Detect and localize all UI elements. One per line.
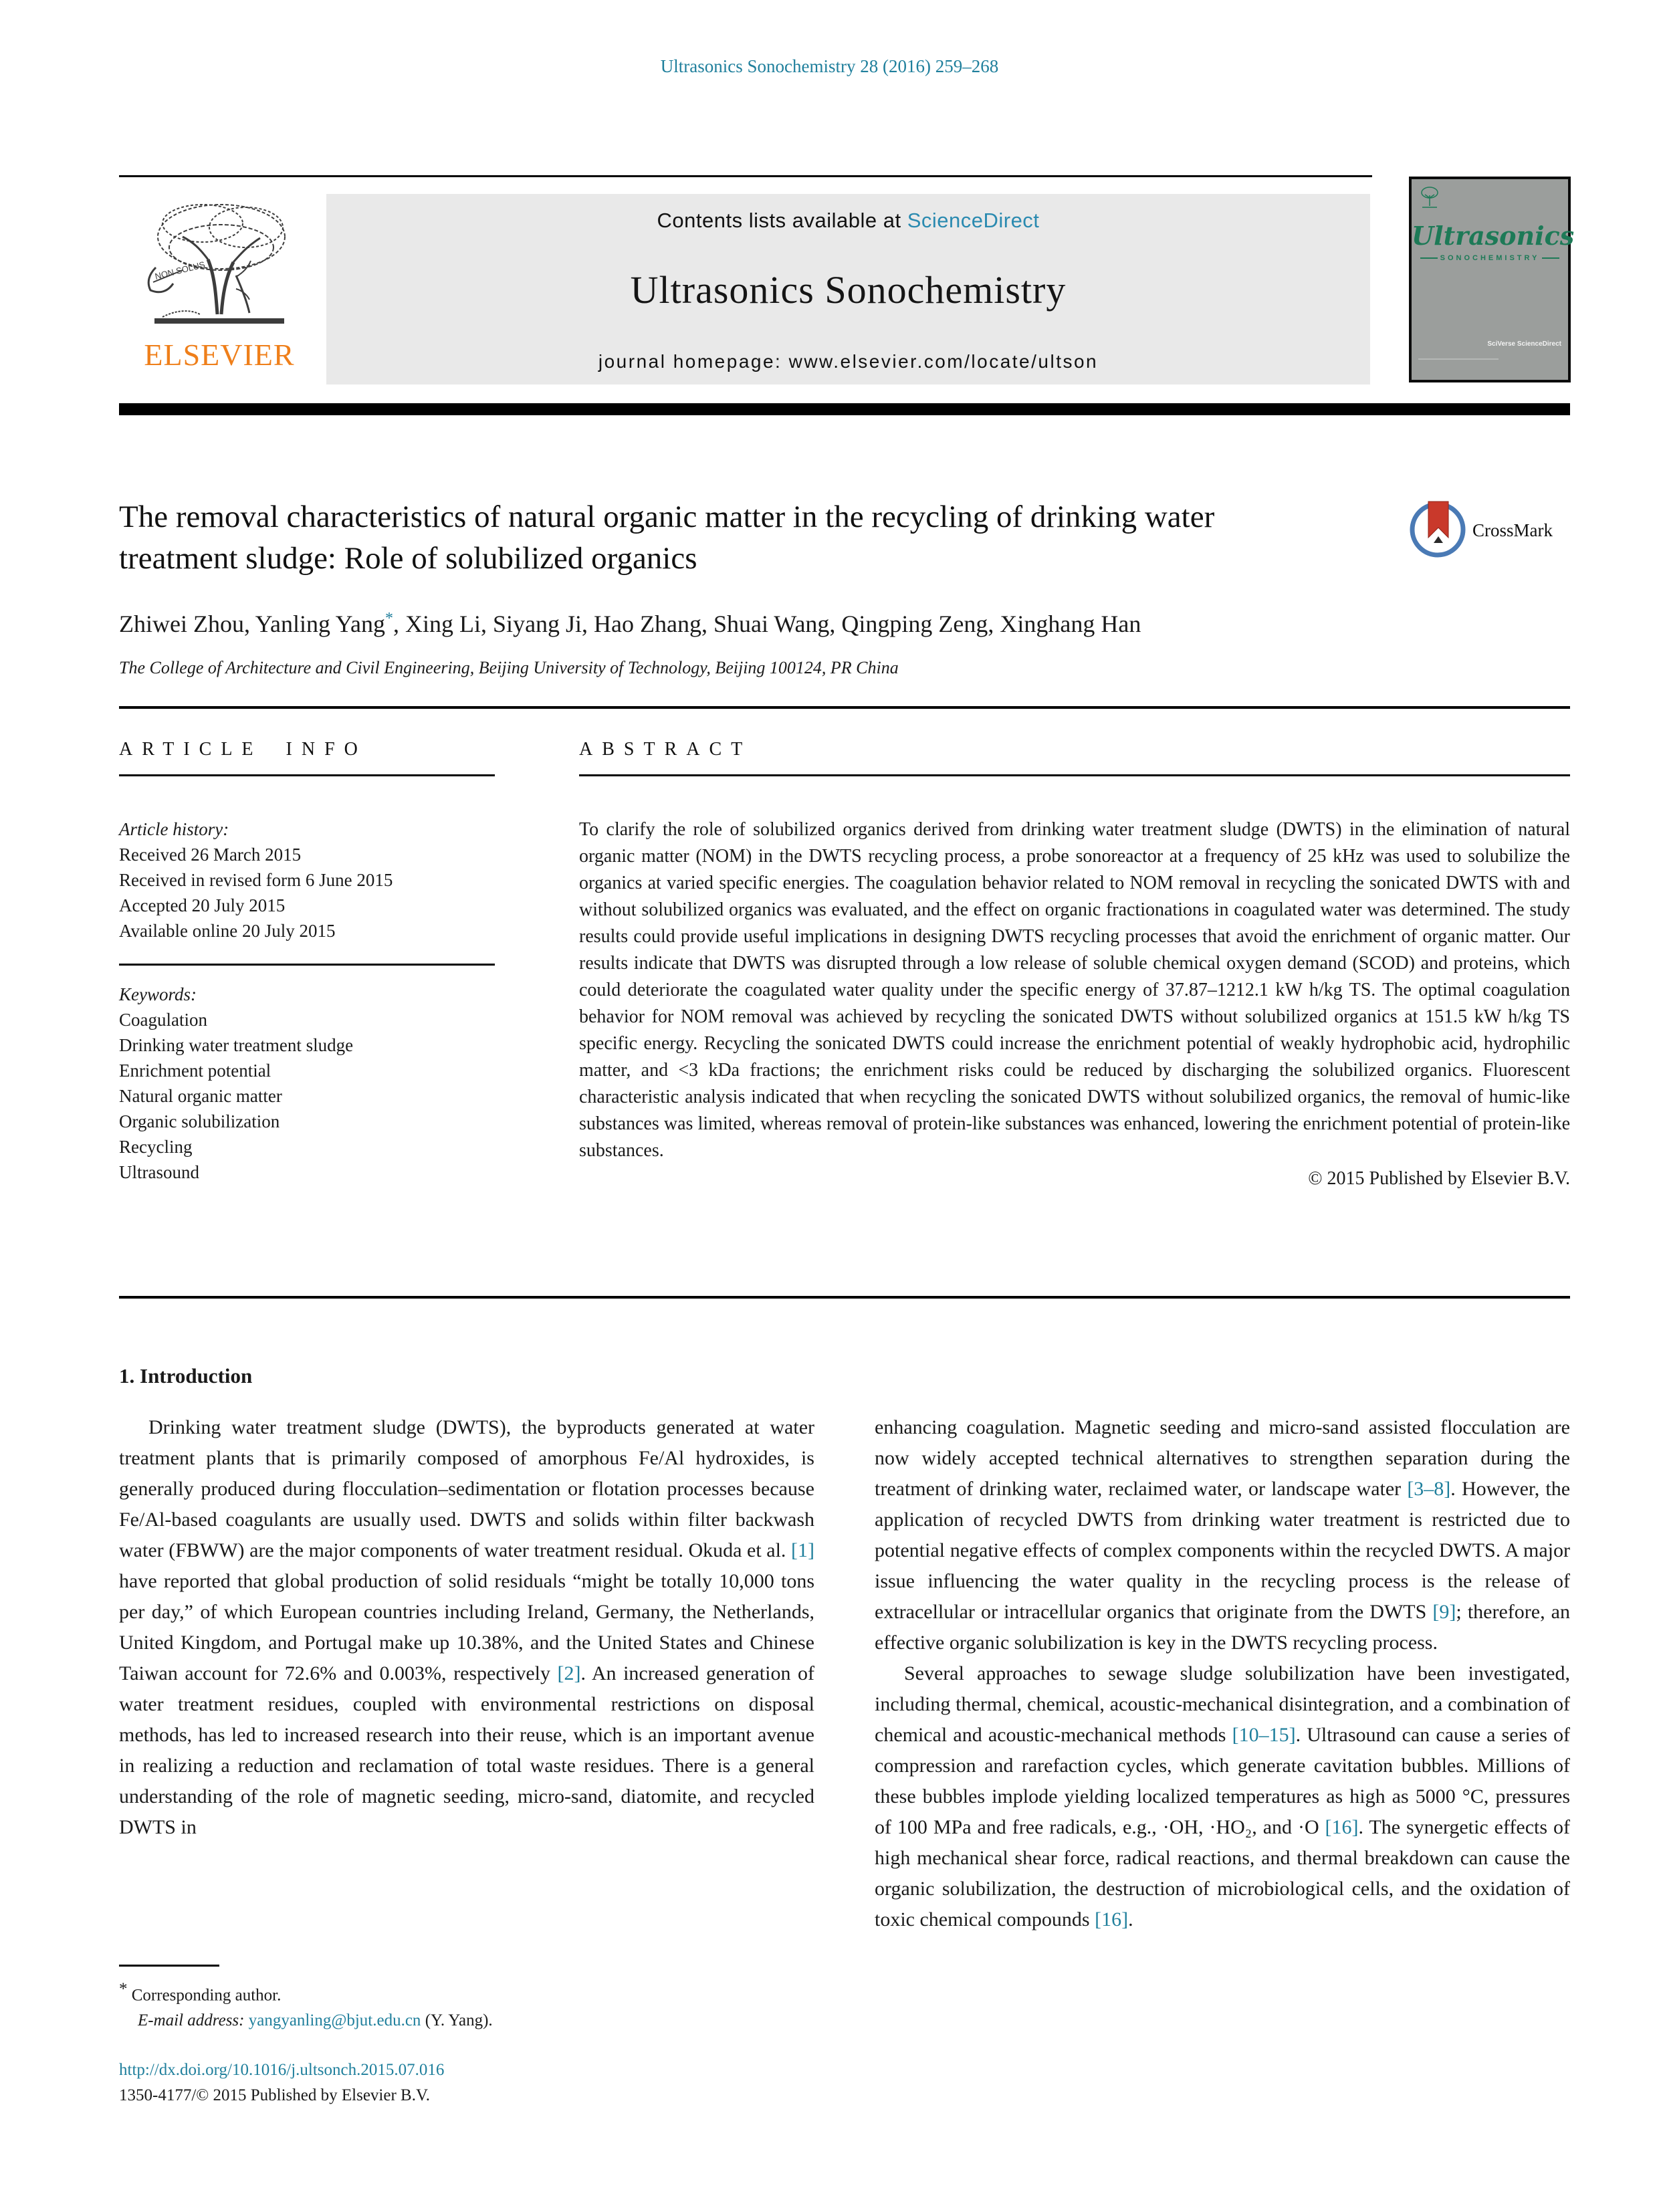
homepage-line	[326, 351, 1370, 372]
article-info-heading-rule	[119, 774, 495, 776]
title-section-rule	[119, 706, 1570, 709]
citation-link[interactable]: [9]	[1432, 1601, 1456, 1623]
intro-paragraph: Drinking water treatment sludge (DWTS), the byproducts generated at water treatment plants that is primarily composed of amorphous Fe/Al hydroxides, is generally produced during flocculation–sedimentation or flotation processes because Fe/Al-based coagulants are usually used. DWTS and solids within filter backwash water (FBWW) are the major components of water treatment residual. Okuda et al. [1] have reported that global production of solid residuals “might be totally 10,000 tons per day,” of which European countries including Ireland, Germany, the Netherlands, United Kingdom, and Portugal make up 10.38%, and the United States and Chinese Taiwan account for 72.6% and 0.003%, respectively [2]. An increased generation of water treatment residues, coupled with environmental restrictions on disposal methods, has led to increased research into their reuse, which is an important avenue in realizing a reduction and reclamation of total waste residues. There is a general understanding of the role of magnetic seeding, micro-sand, diatomite, and recycled DWTS in	[119, 1416, 814, 1838]
abstract-text: To clarify the role of solubilized organics derived from drinking water treatment sludge (DWTS) in the elimination of natural organic matter (NOM) in the DWTS recycling process, a probe sonoreactor at a frequency of 25 kHz was used to solubilize the organics at varied specific energies. The coagulation behavior related to NOM removal in recycling the sonicated DWTS with and without solubilized organics was evaluated, and the effect on organic fractionations in coagulated water was determined. The study results could provide useful implications in designing DWTS recycling processes that avoid the enrichment of organic matter. Our results indicate that DWTS was disrupted through a low release of soluble chemical oxygen demand (SCOD) and proteins, which could deteriorate the coagulated water quality under the specific energy of 37.87–1212.1 kW h/kg TS. The optimal coagulation behavior for NOM removal was achieved by recycling the sonicated DWTS without solubilized organics at 151.5 kW h/kg TS specific energy. Recycling the sonicated DWTS could increase the enrichment potential of weakly hydrophobic acid, hydrophilic matter, and <3 kDa fractions; the enrichment risks could be reduced by discharging the solubilized organics. Fluorescent characteristic analysis indicated that when recycling the sonicated DWTS without solubilized organics, the removal of humic-like substances was limited, whereas removal of protein-like substances was enhanced, lowering the enrichment potential of protein-like substances.	[579, 819, 1570, 1161]
intro-paragraph: Several approaches to sewage sludge solubilization have been investigated, including thermal, chemical, acoustic-mechanical disintegration, and a combination of chemical and acoustic-mechanical methods [10–15]. Ultrasound can cause a series of compression and rarefaction cycles, which generate cavitation bubbles. Millions of these bubbles implode yielding localized temperatures as high as 5000 °C, pressures of 100 MPa and free radicals, e.g., ·OH, ·HO₂, and ·O [16]. The synergetic effects of high mechanical shear force, radical reactions, and thermal breakdown can cause the organic solubilization, the destruction of microbiological cells, and the oxidation of toxic chemical compounds [16].	[875, 1662, 1570, 1930]
header-top-rule	[119, 175, 1372, 177]
cover-brand: SciVerse ScienceDirect	[1487, 340, 1561, 348]
abstract-section-rule	[119, 1296, 1570, 1299]
keywords-divider-rule	[119, 964, 495, 966]
keyword-item: Natural organic matter	[119, 1086, 282, 1106]
homepage-label: journal homepage:	[598, 351, 789, 372]
history-item: Received in revised form 6 June 2015	[119, 870, 393, 890]
keyword-item: Enrichment potential	[119, 1061, 271, 1081]
sciencedirect-link[interactable]: ScienceDirect	[907, 209, 1040, 232]
footnote-marker: *	[119, 1980, 128, 1998]
elsevier-logo	[119, 195, 320, 385]
email-link[interactable]: yangyanling@bjut.edu.cn	[248, 2011, 421, 2030]
intro-paragraph: enhancing coagulation. Magnetic seeding and micro-sand assisted flocculation are now widely accepted technical alternatives to strengthen separation during the treatment of drinking water, reclaimed water, or landscape water [3–8]. However, the application of recycled DWTS from drinking water treatment is restricted due to potential negative effects of complex components within the recycled DWTS. A major issue influencing the water quality in the recycling process is the release of extracellular or intracellular organics that originate from the DWTS [9]; therefore, an effective organic solubilization is key in the DWTS recycling process.	[875, 1416, 1571, 1654]
abstract-heading-rule	[579, 774, 1570, 776]
keyword-item: Drinking water treatment sludge	[119, 1035, 354, 1055]
doi-link[interactable]: http://dx.doi.org/10.1016/j.ultsonch.2015.07.016	[119, 2061, 445, 2079]
introduction-heading: 1. Introduction	[119, 1364, 253, 1388]
keyword-item: Coagulation	[119, 1010, 207, 1030]
contents-line	[326, 209, 1370, 233]
keyword-item: Organic solubilization	[119, 1111, 280, 1131]
footnote-rule	[119, 1965, 219, 1967]
footnote-block	[119, 1977, 814, 2033]
email-line	[119, 2008, 814, 2033]
abstract-copyright: © 2015 Published by Elsevier B.V.	[1308, 1168, 1570, 1189]
non-solus-ribbon: NON SOLUS	[154, 259, 207, 282]
corresponding-author-marker[interactable]: *	[385, 610, 394, 627]
banner-journal-title: Ultrasonics Sonochemistry	[630, 268, 1067, 312]
journal-banner	[326, 194, 1370, 384]
affiliation: The College of Architecture and Civil Engineering, Beijing University of Technology, Beijing 100124, PR China	[119, 658, 899, 677]
crossmark-badge[interactable]	[1408, 496, 1575, 570]
cover-microtext	[1418, 358, 1499, 360]
history-item: Available online 20 July 2015	[119, 921, 336, 941]
corresponding-author-note	[119, 1977, 814, 2008]
keyword-item: Ultrasound	[119, 1162, 199, 1182]
article-history-label: Article history:	[119, 819, 229, 839]
intro-left-column	[119, 1412, 814, 1843]
citation-link[interactable]: [16]	[1095, 1908, 1129, 1930]
cover-title: Ultrasonics	[1412, 221, 1575, 251]
keywords-block	[119, 982, 495, 1185]
history-item: Received 26 March 2015	[119, 845, 302, 865]
journal-citation: Ultrasonics Sonochemistry 28 (2016) 259–268	[660, 56, 999, 76]
email-suffix: (Y. Yang).	[421, 2011, 493, 2030]
authors-post: , Xing Li, Siyang Ji, Hao Zhang, Shuai Wang, Qingping Zeng, Xinghang Han	[393, 611, 1141, 637]
contents-prefix: Contents lists available at	[657, 209, 907, 232]
intro-right-column	[875, 1412, 1570, 1935]
issn-copyright-line: 1350-4177/© 2015 Published by Elsevier B.V.	[119, 2086, 431, 2104]
cover-subtitle: SONOCHEMISTRY	[1412, 254, 1568, 262]
citation-link[interactable]: [1]	[791, 1539, 814, 1561]
crossmark-label: CrossMark	[1472, 520, 1553, 540]
homepage-url-link[interactable]: www.elsevier.com/locate/ultson	[788, 351, 1099, 372]
citation-link[interactable]: [3–8]	[1407, 1478, 1451, 1500]
authors-pre: Zhiwei Zhou, Yanling Yang	[119, 611, 386, 637]
journal-cover-thumbnail[interactable]	[1409, 177, 1575, 382]
authors-line	[119, 610, 1570, 638]
citation-link[interactable]: [16]	[1325, 1816, 1359, 1838]
citation-link[interactable]: [2]	[557, 1662, 581, 1684]
article-info-heading: ARTICLE INFO	[119, 739, 367, 760]
abstract-section	[579, 739, 1570, 1190]
keywords-label: Keywords:	[119, 984, 197, 1004]
footnote-text: Corresponding author.	[127, 1986, 282, 2005]
citation-link[interactable]: [10–15]	[1232, 1724, 1296, 1746]
article-info-section	[119, 739, 495, 1185]
email-label: E-mail address:	[138, 2011, 245, 2030]
cover-tree-icon	[1420, 186, 1440, 212]
history-item: Accepted 20 July 2015	[119, 895, 286, 915]
elsevier-tree-icon	[119, 195, 320, 336]
article-history	[119, 816, 495, 944]
elsevier-wordmark: ELSEVIER	[144, 338, 295, 372]
article-title: The removal characteristics of natural organic matter in the recycling of drinking water treatment sludge: Role of solubilized organics	[119, 500, 1215, 576]
header-divider-bar	[119, 403, 1570, 415]
crossmark-icon	[1408, 496, 1470, 560]
keyword-item: Recycling	[119, 1137, 193, 1157]
abstract-heading: ABSTRACT	[579, 739, 752, 760]
